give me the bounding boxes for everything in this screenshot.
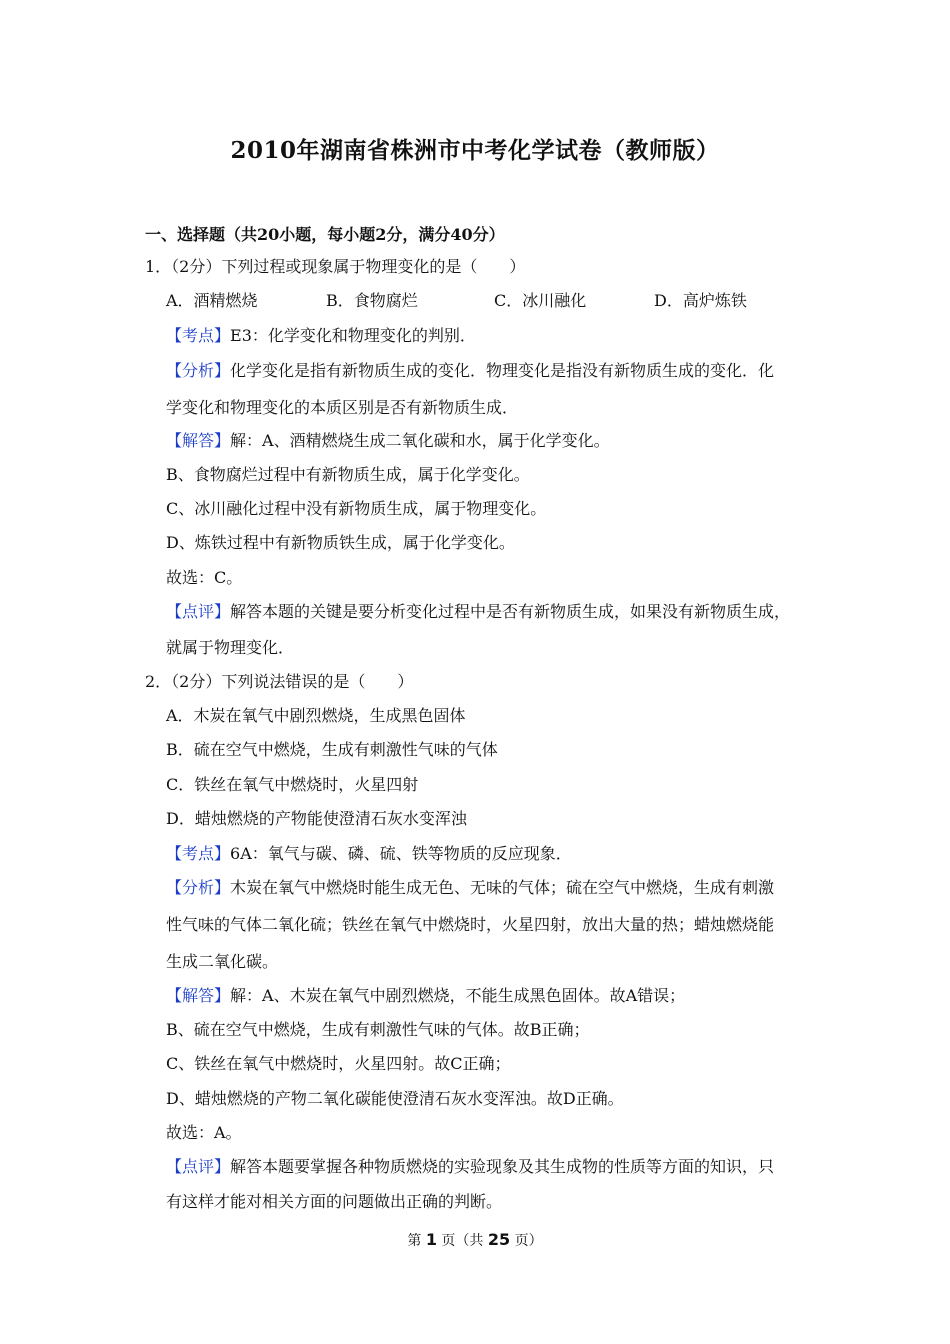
option-b: B．硫在空气中燃烧，生成有刺激性气味的气体 (166, 740, 498, 759)
q2-dianping (166, 1157, 774, 1177)
question-2-stem: 2．（2分）下列说法错误的是（ ） (145, 672, 414, 691)
fenxi-tag: 【分析】 (166, 878, 231, 897)
jieda-tag: 【解答】 (166, 431, 231, 450)
question-1-options (166, 291, 747, 311)
option-b: B．食物腐烂 (326, 291, 418, 310)
q2-kaodian (166, 844, 572, 864)
footer-middle: 页（共 (436, 1233, 488, 1249)
option-d: D．高炉炼铁 (654, 291, 747, 310)
option-d: D．蜡烛燃烧的产物能使澄清石灰水变浑浊 (166, 809, 467, 828)
q1-fenxi-cont: 学变化和物理变化的本质区别是否有新物质生成． (166, 398, 519, 417)
q1-jieda-b: B、食物腐烂过程中有新物质生成，属于化学变化。 (166, 465, 530, 484)
fenxi-tag: 【分析】 (166, 361, 231, 380)
q2-jieda-c: C、铁丝在氧气中燃烧时，火星四射。故C正确； (166, 1054, 511, 1073)
q1-kaodian (166, 326, 476, 346)
q2-dianping-cont: 有这样才能对相关方面的问题做出正确的判断。 (166, 1192, 503, 1211)
option-c: C．铁丝在氧气中燃烧时，火星四射 (166, 775, 419, 794)
footer-suffix: 页） (510, 1233, 543, 1249)
page-total: 25 (487, 1230, 511, 1249)
q1-dianping-cont: 就属于物理变化． (166, 638, 295, 657)
q1-dianping (166, 602, 790, 622)
footer-prefix: 第 (407, 1233, 426, 1249)
jieda-tag: 【解答】 (166, 986, 231, 1005)
kaodian-tag: 【考点】 (166, 326, 231, 345)
option-a: A．木炭在氧气中剧烈燃烧，生成黑色固体 (166, 706, 466, 725)
dianping-tag: 【点评】 (166, 602, 231, 621)
q1-fenxi (166, 361, 774, 381)
q2-fenxi (166, 878, 774, 898)
kaodian-text: 6A：氧气与碳、磷、硫、铁等物质的反应现象． (230, 844, 572, 863)
jieda-text: 解：A、木炭在氧气中剧烈燃烧，不能生成黑色固体。故A错误； (230, 986, 686, 1005)
kaodian-text: E3：化学变化和物理变化的判别． (230, 326, 476, 345)
page-title: 2010年湖南省株洲市中考化学试卷（教师版） (230, 137, 720, 164)
q2-fenxi-cont2: 生成二氧化碳。 (166, 952, 279, 971)
q2-jieda (166, 986, 685, 1006)
jieda-text: 解：A、酒精燃烧生成二氧化碳和水，属于化学变化。 (230, 431, 610, 450)
q1-jieda-c: C、冰川融化过程中没有新物质生成，属于物理变化。 (166, 499, 547, 518)
question-1-stem: 1．（2分）下列过程或现象属于物理变化的是（ ） (145, 257, 526, 276)
kaodian-tag: 【考点】 (166, 844, 231, 863)
q1-jieda-d: D、炼铁过程中有新物质铁生成，属于化学变化。 (166, 533, 515, 552)
section-heading: 一、选择题（共20小题，每小题2分，满分40分） (145, 225, 505, 244)
dianping-text: 解答本题的关键是要分析变化过程中是否有新物质生成，如果没有新物质生成， (230, 602, 791, 621)
fenxi-text: 木炭在氧气中燃烧时能生成无色、无味的气体；硫在空气中燃烧，生成有刺激 (230, 878, 775, 897)
q2-answer: 故选：A。 (166, 1123, 242, 1142)
q2-jieda-d: D、蜡烛燃烧的产物二氧化碳能使澄清石灰水变浑浊。故D正确。 (166, 1089, 624, 1108)
dianping-text: 解答本题要掌握各种物质燃烧的实验现象及其生成物的性质等方面的知识，只 (230, 1157, 775, 1176)
q2-jieda-b: B、硫在空气中燃烧，生成有刺激性气味的气体。故B正确； (166, 1020, 590, 1039)
option-a: A．酒精燃烧 (166, 291, 258, 310)
dianping-tag: 【点评】 (166, 1157, 231, 1176)
q1-answer: 故选：C。 (166, 568, 243, 587)
fenxi-text: 化学变化是指有新物质生成的变化．物理变化是指没有新物质生成的变化．化 (230, 361, 775, 380)
option-c: C．冰川融化 (494, 291, 587, 310)
q1-jieda (166, 431, 610, 451)
page-number: 1 (425, 1230, 437, 1249)
page-footer (0, 1230, 950, 1250)
q2-fenxi-cont: 性气味的气体二氧化硫；铁丝在氧气中燃烧时，火星四射，放出大量的热；蜡烛燃烧能 (166, 915, 775, 934)
